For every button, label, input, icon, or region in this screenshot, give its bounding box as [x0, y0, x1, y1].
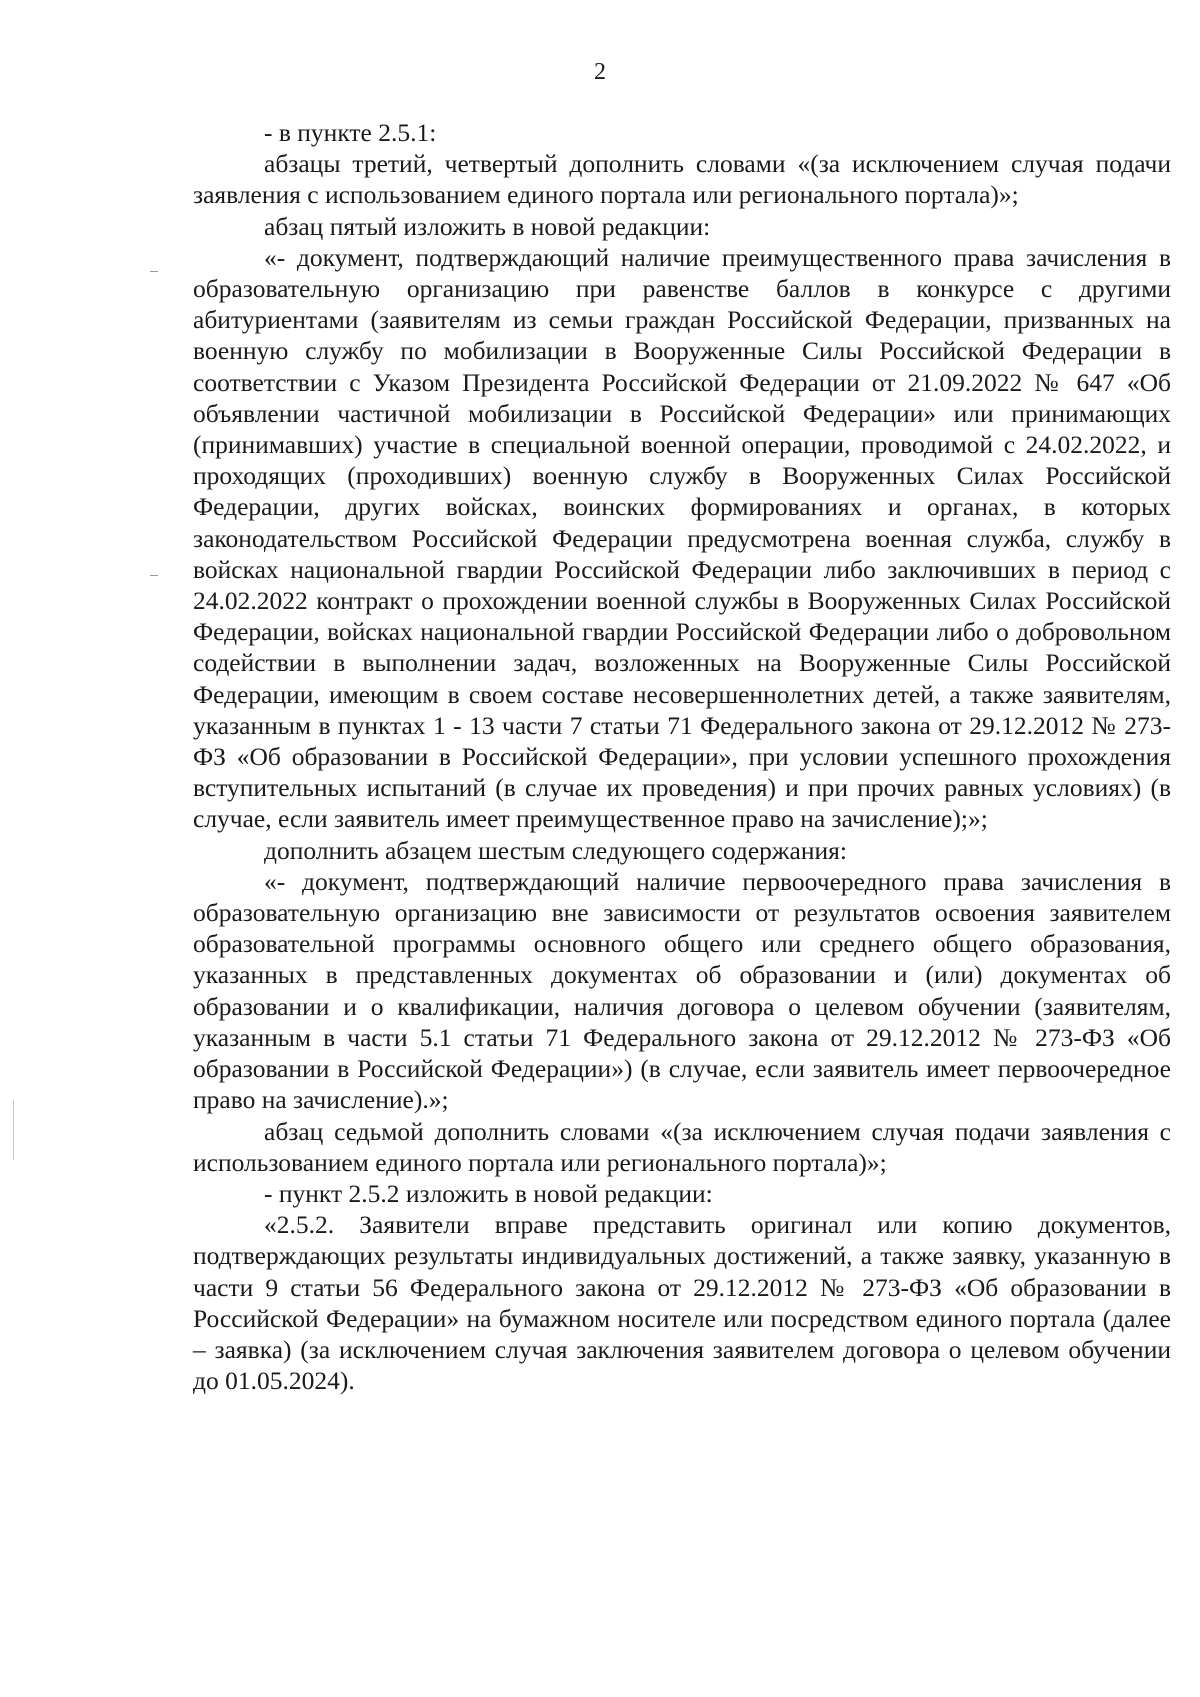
paragraph-abzac-7: абзац седьмой дополнить словами «(за исключением случая подачи заявления с использованием единого портала или регионального портала)»; [193, 1116, 1171, 1177]
paragraph-item-252-heading: - пункт 2.5.2 изложить в новой редакции: [264, 1178, 713, 1208]
paragraph-item-heading: - в пункте 2.5.1: [264, 118, 437, 147]
page-number: 2 [594, 59, 606, 85]
margin-scan-dots [13, 1100, 14, 1160]
paragraph-abzac-6-heading: дополнить абзацем шестым следующего содержания: [264, 835, 847, 865]
paragraph-priority-right: «- документ, подтверждающий наличие первоочередного права зачисления в образовательную организацию вне зависимости от результатов освоения заявителем образовательной программы основного общего или среднего общего образования, указанных в представленных документах об образовании и (или) документах об образовании и о квалификации, наличия договора о целевом обучении (заявителям, указанным в части 5.1 статьи 71 Федерального закона от 29.12.2012 № 273-ФЗ «Об образовании в Российской Федерации») (в случае, если заявитель имеет первоочередное право на зачисление).»; [193, 866, 1171, 1115]
paragraph-item-252: «2.5.2. Заявители вправе представить оригинал или копию документов, подтверждающих результаты индивидуальных достижений, а также заявку, указанную в части 9 статьи 56 Федерального закона от 29.12.2012 № 273-ФЗ «Об образовании в Российской Федерации» на бумажном носителе или посредством единого портала (далее – заявка) (за исключением случая заключения заявителем договора о целевом обучении до 01.05.2024). [193, 1210, 1171, 1396]
paragraph-abzac-5-heading: абзац пятый изложить в новой редакции: [264, 211, 711, 241]
document-body [193, 117, 1171, 1396]
margin-mark [150, 271, 158, 272]
paragraph-preferential-right: «- документ, подтверждающий наличие преимущественного права зачисления в образовательную организацию при равенстве баллов в конкурсе с другими абитуриентами (заявителям из семьи граждан Российской Федерации, призванных на военную службу по мобилизации в Вооруженные Силы Российской Федерации в соответствии с Указом Президента Российской Федерации от 21.09.2022 № 647 «Об объявлении частичной мобилизации в Российской Федерации» или принимающих (принимавших) участие в специальной военной операции, проводимой с 24.02.2022, и проходящих (проходивших) военную службу в Вооруженных Силах Российской Федерации, других войсках, воинских формированиях и органах, в которых законодательством Российской Федерации предусмотрена военная служба, службу в войсках национальной гвардии Российской Федерации либо заключивших в период с 24.02.2022 контракт о прохождении военной службы в Вооруженных Силах Российской Федерации, войсках национальной гвардии Российской Федерации либо о добровольном содействии в выполнении задач, возложенных на Вооруженные Силы Российской Федерации, имеющим в своем составе несовершеннолетних детей, а также заявителям, указанным в пунктах 1 - 13 части 7 статьи 71 Федерального закона от 29.12.2012 № 273-ФЗ «Об образовании в Российской Федерации», при условии успешного прохождения вступительных испытаний (в случае их проведения) и при прочих равных условиях) (в случае, если заявитель имеет преимущественное право на зачисление);»; [193, 242, 1171, 834]
paragraph-amend-abzacy: абзацы третий, четвертый дополнить словами «(за исключением случая подачи заявления с использованием единого портала или регионального портала)»; [193, 149, 1171, 210]
margin-mark [150, 575, 158, 576]
